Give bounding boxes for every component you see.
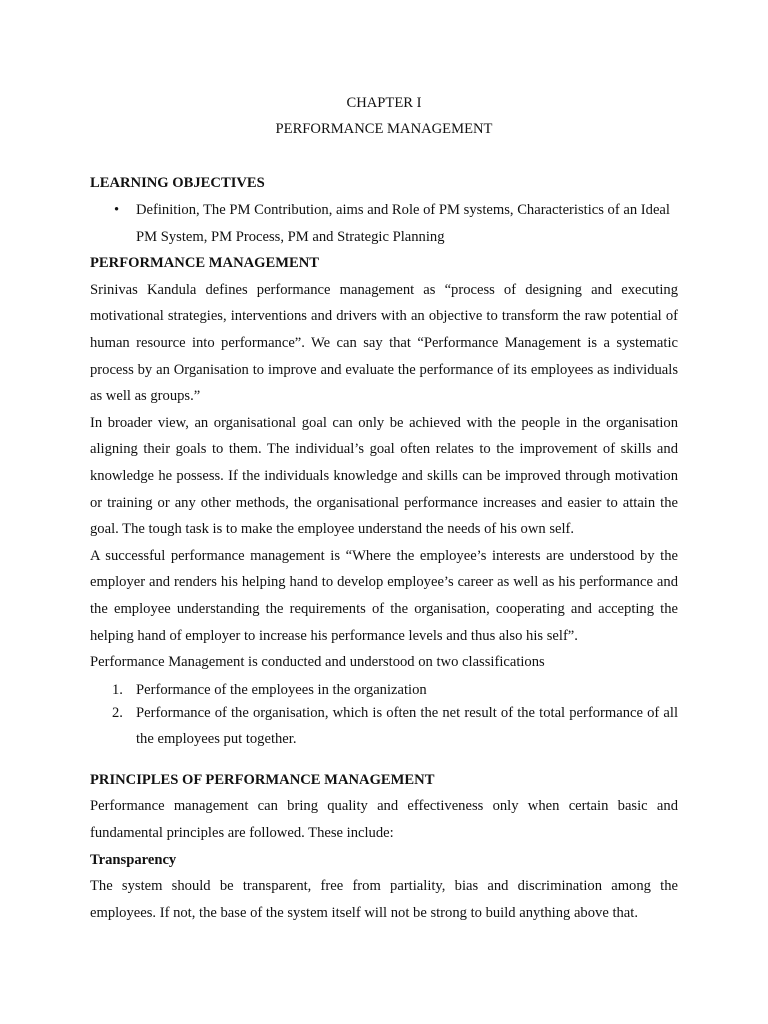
chapter-label: CHAPTER I — [346, 95, 422, 111]
principles-heading: PRINCIPLES OF PERFORMANCE MANAGEMENT — [90, 771, 435, 788]
paragraph-classifications-intro: Performance Management is conducted and understood on two classifications — [90, 654, 545, 671]
list-item-text: Performance of the employees in the organization — [136, 681, 427, 698]
transparency-heading: Transparency — [90, 851, 177, 868]
learning-objectives-heading: LEARNING OBJECTIVES — [90, 175, 265, 191]
list-item-text: Performance of the organisation, which is often the net result of the total performance of all the employees put together. — [136, 704, 678, 748]
paragraph-principles-intro: Performance management can bring quality and effectiveness only when certain basic and fundamental principles are followed. These include: — [90, 798, 678, 842]
classifications-list — [90, 680, 678, 753]
list-item-number: 2. — [112, 704, 123, 721]
paragraph-successful-pm: A successful performance management is “Where the employee’s interests are understood by the employer and renders his helping hand to develop employee’s career as well as his performance and the employee understanding the requirements of the organisation, cooperating and accepting the helping hand of employer to increase his performance levels and thus also his self”. — [90, 547, 678, 644]
paragraph-definition: Srinivas Kandula defines performance management as “process of designing and executing motivational strategies, interventions and drivers with an objective to transform the raw potential of human resource into performance”. We can say that “Performance Management is a systematic process by an Organisation to improve and evaluate the performance of its employees as individuals as well as groups.” — [90, 281, 678, 405]
list-item — [90, 700, 678, 753]
paragraph-broader-view: In broader view, an organisational goal can only be achieved with the people in the organisation aligning their goals to them. The individual’s goal often relates to the improvement of skills and knowledge he possess. If the individuals knowledge and skills can be improved through motivation or training or any other methods, the organisational performance increases and easier to attain the goal. The tough task is to make the employee understand the needs of his own self. — [90, 414, 678, 538]
objective-item: • Definition, The PM Contribution, aims and Role of PM systems, Characteristics of an Ideal PM System, PM Process, PM and Strategic Planning — [90, 197, 678, 250]
chapter-title: PERFORMANCE MANAGEMENT — [275, 121, 493, 137]
objectives-list — [90, 197, 678, 250]
performance-management-heading: PERFORMANCE MANAGEMENT — [90, 255, 320, 272]
list-item — [90, 680, 678, 700]
paragraph-transparency: The system should be transparent, free from partiality, bias and discrimination among the employees. If not, the base of the system itself will not be strong to build anything above that. — [90, 878, 678, 921]
list-item-number: 1. — [112, 681, 123, 698]
document-body — [90, 92, 678, 926]
